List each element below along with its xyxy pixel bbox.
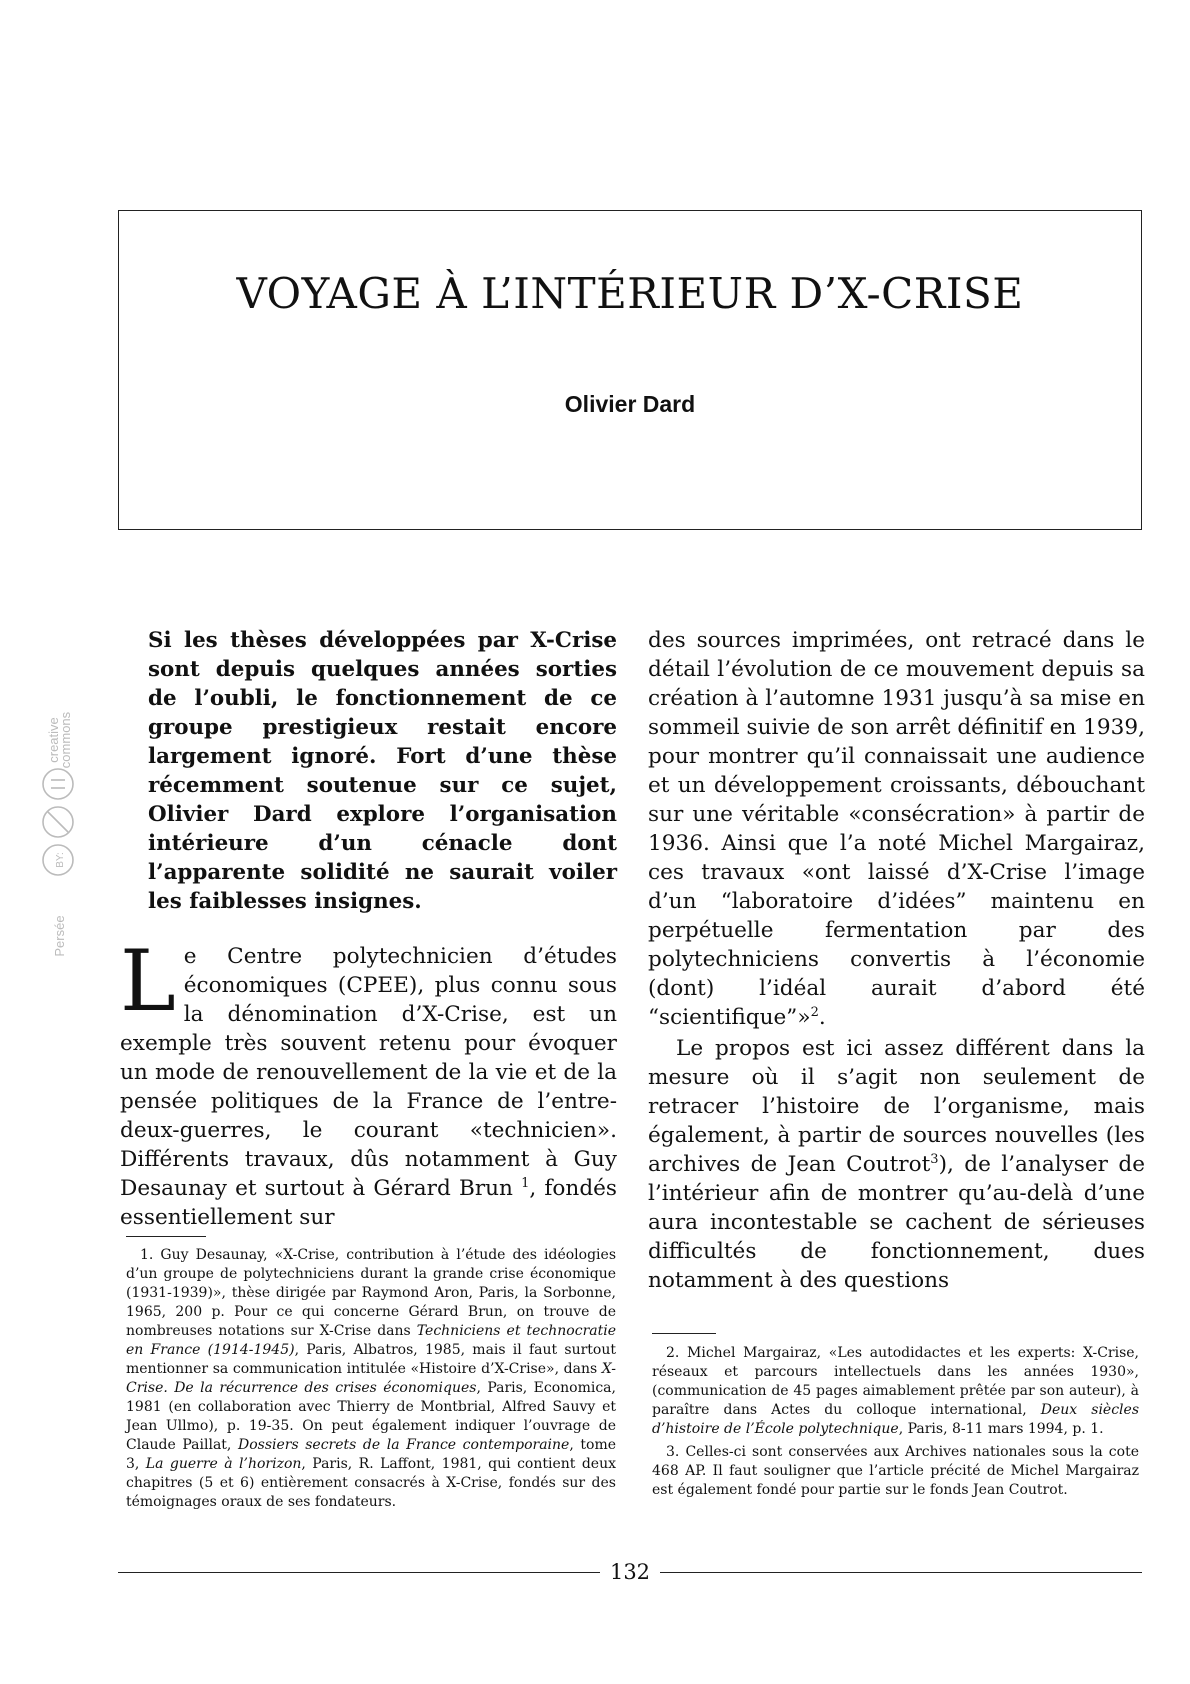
title-box	[118, 210, 1142, 530]
page-footer	[118, 1560, 1142, 1584]
page-number: 132	[609, 1560, 651, 1584]
paragraph-continued-text: des sources imprimées, ont retracé dans le détail l’évolution de ce mouvement depuis sa création à l’automne 1931 jusqu’à sa mise en sommeil suivie de son arrêt définitif en 1939, pour montrer qu’il connaissait une audience et un développement croissants, débouchant sur une véritable «consécration» à partir de 1936. Ainsi que l’a noté Michel Margairaz, ces travaux «ont laissé d’X-Crise l’image d’un “laboratoire d’idées” maintenu en perpétuelle fermentation par des polytechniciens convertis à l’économie (dont) l’idéal aurait d’abord été “scientifique”»	[648, 628, 1145, 1030]
cc-equal-icon	[43, 769, 73, 799]
paragraph-second-text: Le propos est ici assez différent dans la mesure où il s’agit non seulement de retracer l’histoire de l’organisme, mais également, à partir de sources nouvelles (les archives de Jean Coutrot	[648, 1036, 1145, 1177]
footnote-ref-1[interactable]: 1	[521, 1175, 530, 1191]
footnote-1: 1. Guy Desaunay, «X-Crise, contribution à l’étude des idéologies d’un groupe de polytechniciens durant la grande crise économique (1931-1939)», thèse dirigée par Raymond Aron, Paris, la Sorbonne, 1965, 200 p. Pour ce qui concerne Gérard Brun, on trouve de nombreuses notations sur X-Crise dans Techniciens et technocratie en France (1914-1945), Paris, Albatros, 1985, mais il faut surtout mentionner sa communication intitulée «Histoire d’X-Crise», dans X-Crise. De la récurrence des crises économiques, Paris, Economica, 1981 (en collaboration avec Thierry de Montbrial, Alfred Sauvy et Jean Ullmo), p. 19-35. On peut également indiquer l’ouvrage de Claude Paillat, Dossiers secrets de la France contemporaine, tome 3, La guerre à l’horizon, Paris, R. Laffont, 1981, qui contient deux chapitres (5 et 6) entièrement consacrés à X-Crise, fondés sur des témoignages oraux de ses fondateurs.	[126, 1247, 617, 1510]
intro-paragraph	[120, 932, 618, 1232]
left-column	[120, 626, 617, 1232]
paragraph-second	[648, 1034, 1145, 1295]
intro-text: e Centre polytechnicien d’études économiques (CPEE), plus connu sous la dénomination d’X-Crise, est un exemple très souvent retenu pour évoquer un mode de renouvellement de la vie et de la pensée politiques de la France de l’entre-deux-guerres, le courant «technicien». Différents travaux, dûs notamment à Guy Desaunay et surtout à Gérard Brun	[120, 944, 617, 1201]
footnote-rule-right	[652, 1333, 716, 1334]
paragraph-continued	[648, 626, 1145, 1032]
abstract: Si les thèses développées par X-Crise sont depuis quelques années sorties de l’oubli, le fonctionnement de ce groupe prestigieux restait encore largement ignoré. Fort d’une thèse récemment soutenue sur ce sujet, Olivier Dard explore l’organisation intérieure d’un cénacle dont l’apparente solidité ne saurait voiler les faiblesses insignes.	[148, 628, 617, 914]
footnote-2: 2. Michel Margairaz, «Les autodidactes et les experts: X-Crise, réseaux et parcours intellectuels dans les années 1930», (communication de 45 pages aimablement prêtée par son auteur), à paraître dans Actes du colloque international, Deux siècles d’histoire de l’École polytechnique, Paris, 8-11 mars 1994, p. 1.	[652, 1345, 1140, 1437]
paragraph-continued-end: .	[818, 1005, 826, 1030]
author-name: Olivier Dard	[564, 391, 696, 417]
paragraph-second-tail: ), de l’analyser de l’intérieur afin de montrer qu’au-delà d’une aura incontestable se cachent de sérieuses difficultés de fonctionnement, dues notamment à des questions	[648, 1152, 1145, 1293]
footnote-ref-2[interactable]: 2	[810, 1004, 819, 1020]
license-stamp	[38, 700, 78, 970]
footer-rule-right	[660, 1572, 1142, 1573]
footnotes-left	[126, 1246, 616, 1516]
intro-tail: , fondés essentiellement sur	[120, 1176, 618, 1230]
article-title: VOYAGE À L’INTÉRIEUR D’X-CRISE	[236, 269, 1024, 318]
stamp-creative: creative	[46, 717, 61, 763]
footnote-rule-left	[126, 1236, 206, 1237]
footnote-ref-3[interactable]: 3	[930, 1151, 939, 1167]
drop-cap: L	[120, 932, 176, 1030]
footnote-3: 3. Celles-ci sont conservées aux Archives nationales sous la cote 468 AP. Il faut souligner que l’article précité de Michel Margairaz est également fondé pour partie sur le fonds Jean Coutrot.	[652, 1444, 1139, 1498]
footnotes-right	[652, 1344, 1139, 1504]
stamp-persee: Persée	[52, 915, 67, 957]
footer-rule-left	[118, 1572, 600, 1573]
stamp-by: BY:	[55, 852, 66, 868]
stamp-commons: commons	[58, 711, 73, 769]
right-column	[648, 626, 1145, 1295]
